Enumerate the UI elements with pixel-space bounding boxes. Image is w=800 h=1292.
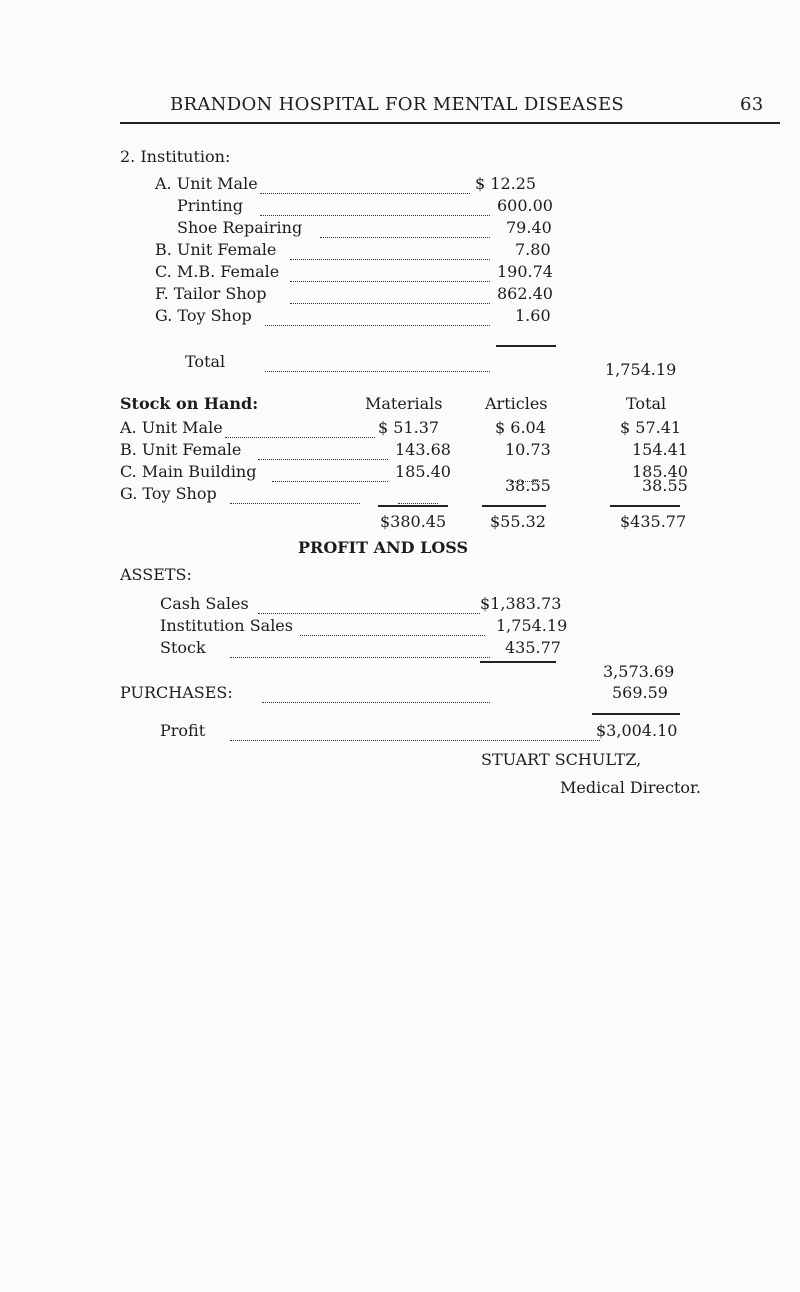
list-item-label: Printing — [177, 196, 243, 215]
list-item-value: 600.00 — [497, 196, 553, 215]
page-number: 63 — [740, 94, 764, 115]
leader-dots — [300, 635, 485, 636]
cell-articles: 10.73 — [505, 440, 551, 459]
leader-dots — [290, 281, 490, 282]
list-item-label: G. Toy Shop — [155, 306, 252, 325]
list-item-value: 435.77 — [505, 638, 561, 657]
column-header-articles: Articles — [485, 394, 548, 413]
list-item-label: B. Unit Female — [155, 240, 277, 259]
leader-dots — [230, 740, 600, 741]
leader-dots — [262, 702, 490, 703]
empty-cell-dash — [398, 503, 438, 504]
stock-heading: Stock on Hand: — [120, 394, 259, 413]
leader-dots — [258, 459, 388, 460]
cell-total: 154.41 — [632, 440, 688, 459]
row-label: B. Unit Female — [120, 440, 242, 459]
list-item-value: 79.40 — [506, 218, 552, 237]
row-label: C. Main Building — [120, 462, 257, 481]
institution-total-label: Total — [185, 352, 226, 371]
list-item-label: Institution Sales — [160, 616, 293, 635]
total-materials: $380.45 — [380, 512, 447, 531]
cell-articles: 38.55 — [505, 476, 551, 495]
list-item-label: Stock — [160, 638, 206, 657]
profit-value: $3,004.10 — [596, 721, 678, 740]
cell-materials: 185.40 — [395, 462, 451, 481]
institution-heading: 2. Institution: — [120, 147, 231, 166]
leader-dots — [230, 657, 490, 658]
row-label: G. Toy Shop — [120, 484, 217, 503]
list-item-value: 862.40 — [497, 284, 553, 303]
leader-dots — [230, 503, 360, 504]
leader-dots — [258, 613, 480, 614]
leader-dots — [290, 303, 490, 304]
leader-dots — [272, 481, 388, 482]
cell-materials: 143.68 — [395, 440, 451, 459]
signature-name: STUART SCHULTZ, — [481, 750, 642, 769]
list-item-label: A. Unit Male — [155, 174, 258, 193]
purchases-value: 569.59 — [612, 683, 668, 702]
cell-total: 38.55 — [642, 476, 688, 495]
column-header-total: Total — [626, 394, 667, 413]
total-articles: $55.32 — [490, 512, 546, 531]
leader-dots — [320, 237, 490, 238]
list-item-value: $1,383.73 — [480, 594, 562, 613]
assets-total: 3,573.69 — [603, 662, 675, 681]
column-total-rule — [378, 505, 448, 507]
leader-dots — [260, 215, 490, 216]
leader-dots — [225, 437, 375, 438]
list-item-label: C. M.B. Female — [155, 262, 280, 281]
column-total-rule — [610, 505, 680, 507]
column-total-rule — [482, 505, 546, 507]
institution-total-value: 1,754.19 — [605, 360, 677, 379]
list-item-label: Shoe Repairing — [177, 218, 303, 237]
signature-title: Medical Director. — [560, 778, 701, 797]
assets-label: ASSETS: — [120, 565, 192, 584]
list-item-value: 1.60 — [515, 306, 551, 325]
column-header-materials: Materials — [365, 394, 443, 413]
leader-dots — [265, 371, 490, 372]
row-label: A. Unit Male — [120, 418, 223, 437]
cell-articles: $ 6.04 — [495, 418, 546, 437]
subtotal-rule — [496, 345, 556, 347]
list-item-label: F. Tailor Shop — [155, 284, 267, 303]
profit-label: Profit — [160, 721, 206, 740]
page-header-title: BRANDON HOSPITAL FOR MENTAL DISEASES — [170, 94, 625, 115]
assets-rule — [480, 661, 556, 663]
profit-loss-heading: PROFIT AND LOSS — [298, 538, 469, 557]
list-item-label: Cash Sales — [160, 594, 249, 613]
purchases-label: PURCHASES: — [120, 683, 233, 702]
leader-dots — [260, 193, 470, 194]
profit-rule — [592, 713, 680, 715]
cell-total: 185.40 — [632, 462, 688, 481]
list-item-value: 190.74 — [497, 262, 553, 281]
leader-dots — [265, 325, 490, 326]
list-item-value: 1,754.19 — [496, 616, 568, 635]
cell-total: $ 57.41 — [620, 418, 682, 437]
list-item-value: 7.80 — [515, 240, 551, 259]
cell-materials: $ 51.37 — [378, 418, 440, 437]
header-rule — [120, 122, 780, 124]
list-item-value: $ 12.25 — [475, 174, 537, 193]
leader-dots — [290, 259, 490, 260]
total-total: $435.77 — [620, 512, 687, 531]
